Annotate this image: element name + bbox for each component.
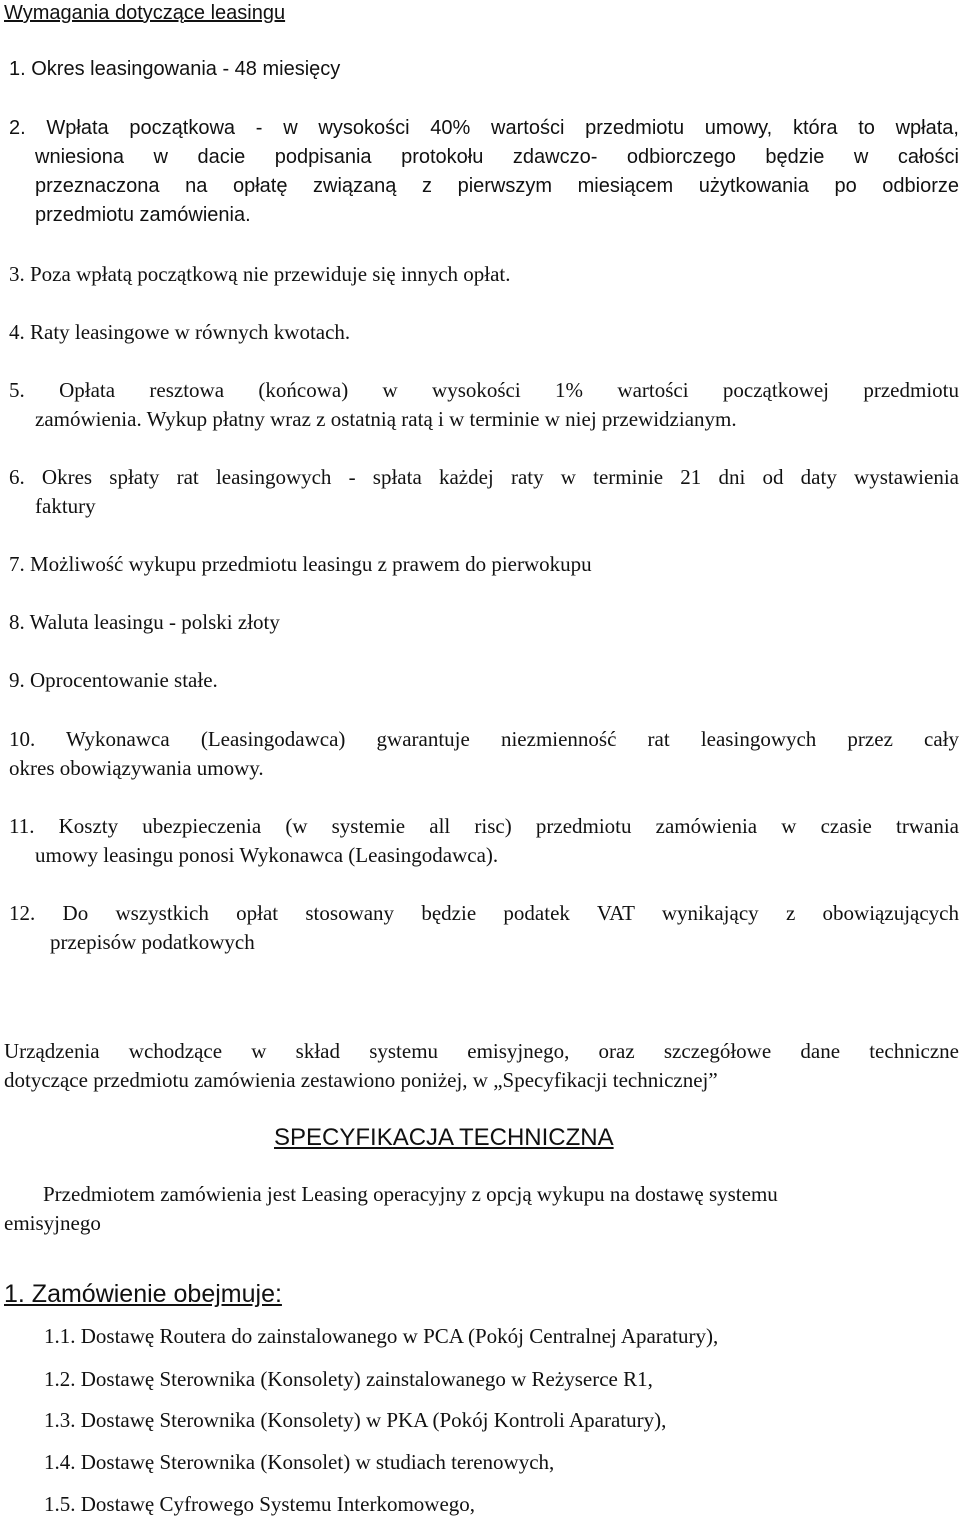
requirement-5-line-1: 5. Opłata resztowa (końcowa) w wysokości 1% wartości początkowej przedmiotu [9,378,959,402]
requirement-2-line-4: przedmiotu zamówienia. [35,204,251,226]
requirement-6-line-1: 6. Okres spłaty rat leasingowych - spłata każdej raty w terminie 21 dni od daty wystawienia [9,465,959,489]
requirement-2-line-3: przeznaczona na opłatę związaną z pierwszym miesiącem użytkowania po odbiorze [35,175,959,197]
requirement-12-line-2: przepisów podatkowych [50,930,255,954]
requirement-7: 7. Możliwość wykupu przedmiotu leasingu z prawem do pierwokupu [9,552,592,576]
requirement-9: 9. Oprocentowanie stałe. [9,668,218,692]
spec-title: SPECYFIKACJA TECHNICZNA [274,1124,614,1151]
requirement-2-line-1: 2. Wpłata początkowa - w wysokości 40% wartości przedmiotu umowy, która to wpłata, [9,117,959,139]
requirement-1: 1. Okres leasingowania - 48 miesięcy [9,58,341,80]
intro-line-1: Urządzenia wchodzące w skład systemu emisyjnego, oraz szczegółowe dane techniczne [4,1039,959,1063]
requirement-12-line-1: 12. Do wszystkich opłat stosowany będzie podatek VAT wynikający z obowiązujących [9,901,959,925]
requirement-10-line-1: 10. Wykonawca (Leasingodawca) gwarantuje niezmienność rat leasingowych przez cały [9,727,959,751]
intro-line-2: dotyczące przedmiotu zamówienia zestawiono poniżej, w „Specyfikacji technicznej” [4,1068,718,1092]
page-heading: Wymagania dotyczące leasingu [4,2,286,24]
order-item-1-5: 1.5. Dostawę Cyfrowego Systemu Interkomowego, [44,1492,476,1516]
requirement-11-line-2: umowy leasingu ponosi Wykonawca (Leasingodawca). [35,843,499,867]
requirement-5-line-2: zamówienia. Wykup płatny wraz z ostatnią ratą i w terminie w niej przewidzianym. [35,407,737,431]
requirement-6-line-2: faktury [35,494,96,518]
requirement-3: 3. Poza wpłatą początkową nie przewiduje się innych opłat. [9,262,511,286]
order-item-1-4: 1.4. Dostawę Sterownika (Konsolet) w studiach terenowych, [44,1450,555,1474]
requirement-8: 8. Waluta leasingu - polski złoty [9,610,280,634]
requirement-2-line-2: wniesiona w dacie podpisania protokołu zdawczo- odbiorczego będzie w całości [35,146,959,168]
requirement-10-line-2: okres obowiązywania umowy. [9,756,264,780]
requirement-4: 4. Raty leasingowe w równych kwotach. [9,320,351,344]
order-item-1-2: 1.2. Dostawę Sterownika (Konsolety) zainstalowanego w Reżyserce R1, [44,1367,653,1391]
order-item-1-3: 1.3. Dostawę Sterownika (Konsolety) w PKA (Pokój Kontroli Aparatury), [44,1408,667,1432]
requirement-11-line-1: 11. Koszty ubezpieczenia (w systemie all risc) przedmiotu zamówienia w czasie trwania [9,814,959,838]
subject-line-1: Przedmiotem zamówienia jest Leasing operacyjny z opcją wykupu na dostawę systemu [43,1182,778,1206]
order-item-1-1: 1.1. Dostawę Routera do zainstalowanego w PCA (Pokój Centralnej Aparatury), [44,1324,719,1348]
subject-line-2: emisyjnego [4,1211,101,1235]
order-heading: 1. Zamówienie obejmuje: [4,1280,282,1308]
